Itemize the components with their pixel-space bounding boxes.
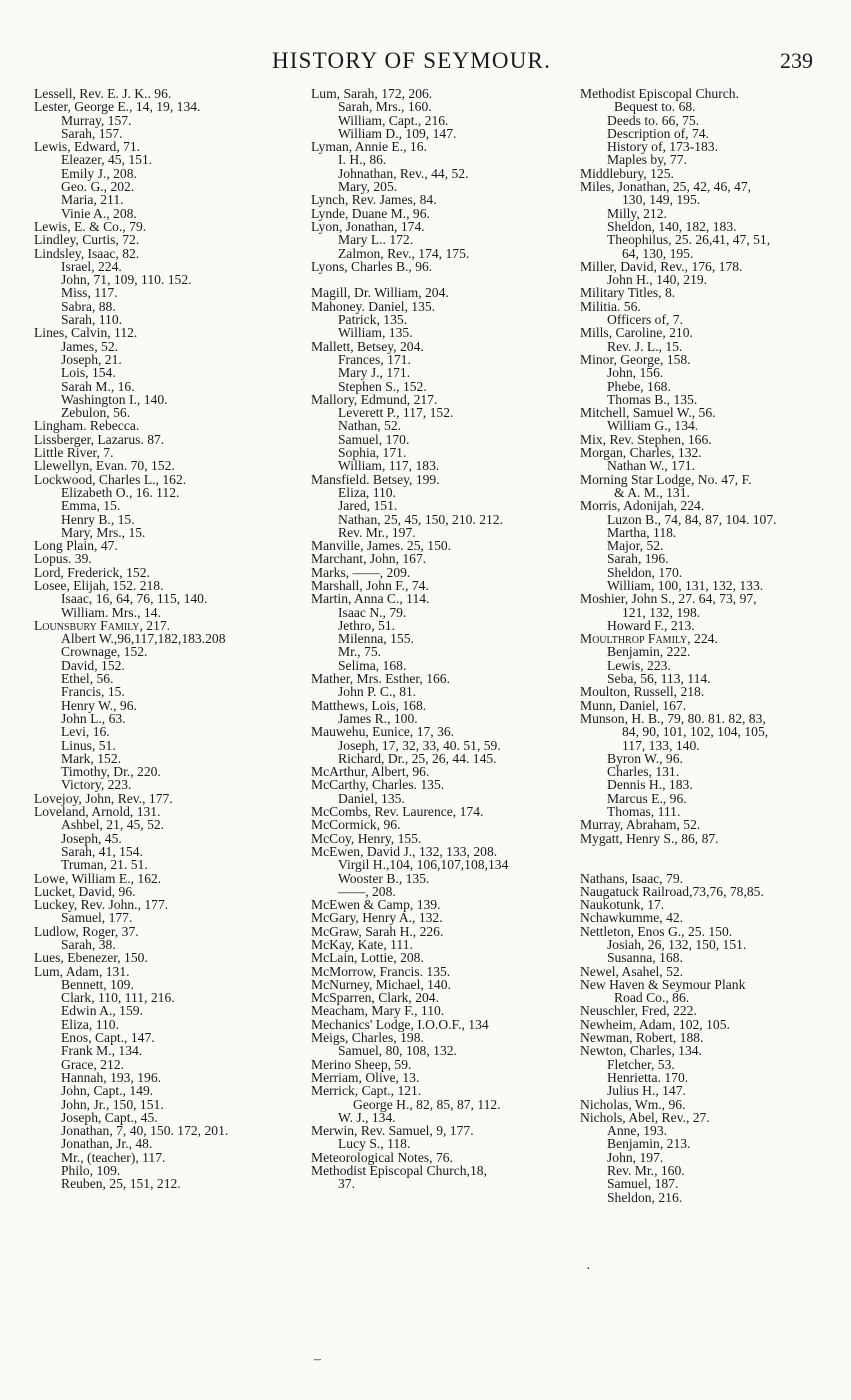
index-entry: Marshall, John F., 74. (311, 577, 429, 593)
index-entry: Lucy S., 118. (338, 1136, 411, 1152)
index-entry: McCarthy, Charles. 135. (311, 777, 445, 793)
index-entry: Lissberger, Lazarus. 87. (34, 431, 165, 447)
index-entry: Mix, Rev. Stephen, 166. (580, 431, 712, 447)
index-entry: Lessell, Rev. E. J. K.. 96. (34, 86, 172, 101)
index-entry: Washington I., 140. (61, 391, 168, 407)
index-entry: Seba, 56, 113, 114. (607, 671, 711, 687)
index-entry: Joseph, 17, 32, 33, 40. 51, 59. (338, 737, 501, 753)
index-entry: Richard, Dr., 25, 26, 44. 145. (338, 750, 497, 766)
index-entry: Johnathan, Rev., 44, 52. (338, 165, 469, 181)
index-entry: John L., 63. (61, 710, 126, 726)
index-entry: William, 135. (338, 325, 413, 341)
index-entry: Lindley, Curtis, 72. (34, 232, 140, 248)
index-entry: Philo, 109. (61, 1163, 121, 1179)
index-entry: Lopus. 39. (34, 551, 92, 567)
index-entry: Vinie A., 208. (61, 205, 137, 221)
index-entry: William, Capt., 216. (338, 112, 449, 128)
index-entry: Mallett, Betsey, 204. (311, 338, 424, 354)
index-entry: Sarah, 196. (607, 551, 669, 567)
index-entry: Munson, H. B., 79, 80. 81. 82, 83, (580, 710, 766, 726)
index-entry: Wooster B., 135. (338, 870, 430, 886)
index-entry: 117, 133, 140. (622, 737, 700, 753)
index-entry: Naugatuck Railroad,73,76, 78,85. (580, 883, 764, 899)
index-entry: Benjamin, 222. (607, 644, 691, 660)
index-entry: I. H., 86. (338, 152, 387, 168)
index-entry: Officers of, 7. (607, 312, 684, 328)
index-entry: McNurney, Michael, 140. (311, 976, 451, 992)
index-entry: Merwin, Rev. Samuel, 9, 177. (311, 1123, 474, 1139)
index-entry: Eleazer, 45, 151. (61, 152, 153, 168)
index-entry: Nathan, 52. (338, 418, 402, 434)
index-entry: Emily J., 208. (61, 165, 137, 181)
index-entry: Sarah, Mrs., 160. (338, 99, 432, 115)
index-entry: Julius H., 147. (607, 1083, 686, 1099)
index-entry: Nichols, Abel, Rev., 27. (580, 1109, 710, 1125)
index-entry: Truman, 21. 51. (61, 857, 148, 873)
index-entry: William, 117, 183. (338, 458, 440, 474)
index-entry: Moulton, Russell, 218. (580, 684, 705, 700)
index-column-3 (580, 87, 825, 1204)
index-entry: James R., 100. (338, 710, 418, 726)
index-entry: Mitchell, Samuel W., 56. (580, 405, 716, 421)
index-entry: John, Capt., 149. (61, 1083, 154, 1099)
index-entry: Eliza, 110. (338, 484, 397, 500)
index-entry: Mallory, Edmund, 217. (311, 391, 438, 407)
index-entry: Militia. 56. (580, 298, 641, 314)
index-entry: Samuel, 177. (61, 910, 133, 926)
index-entry: Nettleton, Enos G., 25. 150. (580, 923, 733, 939)
index-entry: McEwen, David J., 132, 133, 208. (311, 843, 498, 859)
page-header (0, 44, 851, 76)
index-entry: Little River, 7. (34, 445, 114, 461)
index-entry: Murray, Abraham, 52. (580, 817, 701, 833)
index-entry: William G., 134. (607, 418, 699, 434)
index-entry: Jared, 151. (338, 498, 398, 514)
index-entry: Rev. J. L., 15. (607, 338, 683, 354)
index-column-2 (311, 87, 561, 1191)
index-entry: Jonathan, Jr., 48. (61, 1136, 153, 1152)
index-entry: Methodist Episcopal Church,18, (311, 1163, 487, 1179)
index-entry: Patrick, 135. (338, 312, 408, 328)
index-entry: Martha, 118. (607, 524, 677, 540)
index-entry: William. Mrs., 14. (61, 604, 161, 620)
index-entry: Major, 52. (607, 538, 664, 554)
index-entry: Hannah, 193, 196. (61, 1069, 162, 1085)
index-entry: Leverett P., 117, 152. (338, 405, 454, 421)
index-entry: Charles, 131. (607, 764, 680, 780)
index-entry: McMorrow, Francis. 135. (311, 963, 451, 979)
index-entry: Thomas B., 135. (607, 391, 698, 407)
index-entry: Benjamin, 213. (607, 1136, 691, 1152)
index-entry: Daniel, 135. (338, 790, 405, 806)
index-entry: Levi, 16. (61, 724, 110, 740)
index-entry: & A. M., 131. (614, 484, 690, 500)
index-entry: Thomas, 111. (607, 804, 681, 820)
index-entry: W. J., 134. (338, 1109, 396, 1125)
index-entry: Lindsley, Isaac, 82. (34, 245, 140, 261)
index-entry: Ludlow, Roger, 37. (34, 923, 139, 939)
index-entry: Neuschler, Fred, 222. (580, 1003, 697, 1019)
index-entry: Nathans, Isaac, 79. (580, 870, 684, 886)
index-entry: Nathan W., 171. (607, 458, 695, 474)
index-entry: Sarah, 157. (61, 125, 123, 141)
index-entry: Newheim, Adam, 102, 105. (580, 1016, 730, 1032)
index-entry: Moshier, John S., 27. 64, 73, 97, (580, 591, 757, 607)
index-entry: Phebe, 168. (607, 378, 671, 394)
index-entry: Loveland, Arnold, 131. (34, 804, 161, 820)
index-entry: Manville, James. 25, 150. (311, 538, 452, 554)
index-entry: 121, 132, 198. (622, 604, 701, 620)
index-entry: Lord, Frederick, 152. (34, 564, 150, 580)
index-entry: Israel, 224. (61, 258, 122, 274)
index-entry: McGary, Henry A., 132. (311, 910, 443, 926)
index-entry: Reuben, 25, 151, 212. (61, 1176, 181, 1192)
index-entry: Anne, 193. (607, 1123, 668, 1139)
index-entry: Mary J., 171. (338, 365, 411, 381)
index-entry: Lewis, Edward, 71. (34, 139, 141, 155)
index-entry: Morris, Adonijah, 224. (580, 498, 705, 514)
index-entry: Maples by, 77. (607, 152, 687, 168)
index-entry: Miss, 117. (61, 285, 118, 301)
index-entry: Minor, George, 158. (580, 351, 691, 367)
index-entry: Mauwehu, Eunice, 17, 36. (311, 724, 455, 740)
index-entry: Naukotunk, 17. (580, 897, 665, 913)
index-entry: Samuel, 80, 108, 132. (338, 1043, 457, 1059)
index-entry: William D., 109, 147. (338, 125, 457, 141)
index-entry: Lucket, David, 96. (34, 883, 136, 899)
index-entry: Mark, 152. (61, 750, 122, 766)
index-entry: Mygatt, Henry S., 86, 87. (580, 830, 719, 846)
index-entry: Lum, Sarah, 172, 206. (311, 86, 433, 101)
index-entry: Munn, Daniel, 167. (580, 697, 687, 713)
index-entry: Byron W., 96. (607, 750, 683, 766)
index-entry: Martin, Anna C., 114. (311, 591, 430, 607)
index-entry: Luzon B., 74, 84, 87, 104. 107. (607, 511, 777, 527)
index-entry: Methodist Episcopal Church. (580, 86, 739, 101)
index-entry: ——, 208. (338, 883, 396, 899)
index-entry: Jethro, 51. (338, 617, 396, 633)
index-entry: Samuel, 187. (607, 1176, 679, 1192)
index-entry: Description of, 74. (607, 125, 709, 141)
index-entry: Theophilus, 25. 26,41, 47, 51, (607, 232, 771, 248)
index-entry: Morning Star Lodge, No. 47, F. (580, 471, 752, 487)
index-entry: James, 52. (61, 338, 119, 354)
index-entry: Fletcher, 53. (607, 1056, 675, 1072)
ink-mark: ‒ (314, 1352, 321, 1367)
index-entry: Marcus E., 96. (607, 790, 687, 806)
index-entry: Marks, ——, 209. (311, 564, 411, 580)
index-entry: McCoy, Henry, 155. (311, 830, 422, 846)
index-entry: Emma, 15. (61, 498, 121, 514)
index-entry: Lewis, E. & Co., 79. (34, 218, 147, 234)
index-entry: Lois, 154. (61, 365, 116, 381)
index-entry: Eliza, 110. (61, 1016, 120, 1032)
index-entry: Virgil H.,104, 106,107,108,134 (338, 857, 509, 873)
index-entry: Mary, Mrs., 15. (61, 524, 146, 540)
index-entry: Victory, 223. (61, 777, 132, 793)
index-entry: McCormick, 96. (311, 817, 401, 833)
index-entry: Frank M., 134. (61, 1043, 143, 1059)
index-entry: George H., 82, 85, 87, 112. (353, 1096, 501, 1112)
index-entry: Joseph, 45. (61, 830, 122, 846)
index-entry: 64, 130, 195. (622, 245, 694, 261)
index-entry: Sheldon, 170. (607, 564, 683, 580)
index-entry: Llewellyn, Evan. 70, 152. (34, 458, 175, 474)
index-entry: Magill, Dr. William, 204. (311, 285, 449, 301)
index-entry: Lester, George E., 14, 19, 134. (34, 99, 201, 115)
section-gap (580, 858, 825, 871)
index-entry: Sarah, 110. (61, 312, 123, 328)
index-entry: Lyman, Annie E., 16. (311, 139, 427, 155)
index-entry: Henry B., 15. (61, 511, 135, 527)
index-entry: Long Plain, 47. (34, 538, 118, 554)
index-entry: Clark, 110, 111, 216. (61, 990, 175, 1006)
index-entry: Joseph, Capt., 45. (61, 1109, 158, 1125)
index-entry: History of, 173-183. (607, 139, 719, 155)
index-entry: Milly, 212. (607, 205, 667, 221)
index-entry: Miller, David, Rev., 176, 178. (580, 258, 743, 274)
index-entry: Henry W., 96. (61, 697, 137, 713)
index-entry: Lounsbury Family, 217. (34, 617, 171, 633)
index-entry: McSparren, Clark, 204. (311, 990, 439, 1006)
index-entry: McCombs, Rev. Laurence, 174. (311, 804, 484, 820)
index-entry: John, 71, 109, 110. 152. (61, 272, 192, 288)
index-entry: Elizabeth O., 16. 112. (61, 484, 180, 500)
index-entry: Edwin A., 159. (61, 1003, 143, 1019)
section-gap (580, 845, 825, 858)
index-entry: Linus, 51. (61, 737, 116, 753)
index-entry: John H., 140, 219. (607, 272, 708, 288)
index-entry: Rev. Mr., 197. (338, 524, 416, 540)
index-entry: Newman, Robert, 188. (580, 1030, 704, 1046)
index-entry: McGraw, Sarah H., 226. (311, 923, 444, 939)
index-entry: Ashbel, 21, 45, 52. (61, 817, 165, 833)
index-entry: Crownage, 152. (61, 644, 148, 660)
index-entry: Military Titles, 8. (580, 285, 676, 301)
index-entry: Mary L.. 172. (338, 232, 414, 248)
index-entry: Susanna, 168. (607, 950, 683, 966)
index-entry: Dennis H., 183. (607, 777, 693, 793)
index-entry: Howard F., 213. (607, 617, 695, 633)
index-entry: Mary, 205. (338, 179, 398, 195)
index-entry: Marchant, John, 167. (311, 551, 427, 567)
index-entry: Sophia, 171. (338, 445, 407, 461)
index-entry: Merrick, Capt., 121. (311, 1083, 422, 1099)
index-entry: Selima, 168. (338, 657, 407, 673)
index-entry: Moulthrop Family, 224. (580, 631, 718, 647)
index-entry: Lewis, 223. (607, 657, 671, 673)
index-entry: Ethel, 56. (61, 671, 114, 687)
index-entry: Mills, Caroline, 210. (580, 325, 693, 341)
index-entry: Nchawkumme, 42. (580, 910, 684, 926)
index-entry: Samuel, 170. (338, 431, 410, 447)
index-entry: Bequest to. 68. (614, 99, 696, 115)
index-entry: Lines, Calvin, 112. (34, 325, 138, 341)
index-entry: Jonathan, 7, 40, 150. 172, 201. (61, 1123, 229, 1139)
index-entry: Nathan, 25, 45, 150, 210. 212. (338, 511, 503, 527)
index-entry: Zebulon, 56. (61, 405, 131, 421)
index-entry: Lingham. Rebecca. (34, 418, 140, 434)
index-entry: Lyon, Jonathan, 174. (311, 218, 425, 234)
index-entry: Josiah, 26, 132, 150, 151. (607, 937, 747, 952)
index-entry: Lovejoy, John, Rev., 177. (34, 790, 173, 806)
index-entry: Middlebury, 125. (580, 165, 674, 181)
ink-dot: · (586, 1262, 591, 1277)
index-entry: Losee, Elijah, 152. 218. (34, 577, 164, 593)
index-entry: Mechanics' Lodge, I.O.O.F., 134 (311, 1016, 489, 1032)
index-entry: Meteorological Notes, 76. (311, 1149, 453, 1165)
index-entry: Mather, Mrs. Esther, 166. (311, 671, 450, 687)
index-entry: John, 156. (607, 365, 664, 381)
index-entry: 130, 149, 195. (622, 192, 701, 208)
index-entry: Sarah, 41, 154. (61, 843, 143, 859)
index-entry: John, Jr., 150, 151. (61, 1096, 164, 1112)
index-entry: Newel, Asahel, 52. (580, 963, 684, 979)
index-entry: McEwen & Camp, 139. (311, 897, 441, 913)
index-entry: Lynde, Duane M., 96. (311, 205, 430, 221)
index-entry: Merino Sheep, 59. (311, 1056, 412, 1072)
index-entry: Meigs, Charles, 198. (311, 1030, 424, 1046)
page-title: HISTORY OF SEYMOUR. (272, 48, 552, 73)
index-entry: 37. (338, 1176, 355, 1192)
index-entry: Rev. Mr., 160. (607, 1163, 685, 1179)
index-entry: McArthur, Albert, 96. (311, 764, 430, 780)
index-entry: Lockwood, Charles L., 162. (34, 471, 187, 487)
index-entry: Henrietta. 170. (607, 1069, 689, 1085)
index-entry: Miles, Jonathan, 25, 42, 46, 47, (580, 179, 752, 195)
index-entry: Luckey, Rev. John., 177. (34, 897, 169, 913)
index-entry: 84, 90, 101, 102, 104, 105, (622, 724, 769, 740)
index-entry: David, 152. (61, 657, 125, 673)
index-entry: Milenna, 155. (338, 631, 414, 647)
index-entry: Albert W.,96,117,182,183.208 (61, 631, 226, 647)
index-entry: Francis, 15. (61, 684, 125, 700)
index-entry: William, 100, 131, 132, 133. (607, 577, 764, 593)
index-entry: Joseph, 21. (61, 351, 122, 367)
index-entry: John P. C., 81. (338, 684, 417, 700)
index-entry: Lynch, Rev. James, 84. (311, 192, 437, 208)
index-entry: Mr., (teacher), 117. (61, 1149, 166, 1165)
index-entry: McKay, Kate, 111. (311, 937, 413, 952)
index-entry: Nicholas, Wm., 96. (580, 1096, 686, 1112)
index-column-1 (34, 87, 296, 1191)
index-entry: New Haven & Seymour Plank (580, 976, 746, 992)
index-entry: Grace, 212. (61, 1056, 125, 1072)
index-entry: Mahoney. Daniel, 135. (311, 298, 436, 314)
index-entry: Murray, 157. (61, 112, 132, 128)
index-entry: Enos, Capt., 147. (61, 1030, 155, 1046)
index-entry: John, 197. (607, 1149, 664, 1165)
index-entry: Sabra, 88. (61, 298, 116, 314)
index-entry: Zalmon, Rev., 174, 175. (338, 245, 470, 261)
index-entry: Frances, 171. (338, 351, 411, 367)
index-entry: Mr., 75. (338, 644, 382, 660)
index-entry: Stephen S., 152. (338, 378, 427, 394)
index-entry: Lyons, Charles B., 96. (311, 258, 433, 274)
index-entry: Sheldon, 140, 182, 183. (607, 218, 737, 234)
index-entry: Sarah M., 16. (61, 378, 135, 394)
index-entry: Merriam, Olive, 13. (311, 1069, 420, 1085)
index-entry: Morgan, Charles, 132. (580, 445, 702, 461)
index-entry: Deeds to. 66, 75. (607, 112, 700, 128)
index-entry: Lowe, William E., 162. (34, 870, 162, 886)
index-entry: Isaac N., 79. (338, 604, 407, 620)
index-entry: Lum, Adam, 131. (34, 963, 130, 979)
index-entry: Bennett, 109. (61, 976, 134, 992)
index-entry: Sarah, 38. (61, 937, 116, 952)
index-entry: Meacham, Mary F., 110. (311, 1003, 445, 1019)
index-entry: Road Co., 86. (614, 990, 690, 1006)
index-entry: Sheldon, 216. (607, 1189, 683, 1205)
section-gap (311, 273, 561, 286)
index-entry: Mansfield. Betsey, 199. (311, 471, 440, 487)
index-entry: Lues, Ebenezer, 150. (34, 950, 148, 966)
page-number: 239 (780, 48, 813, 73)
index-entry: Geo. G., 202. (61, 179, 135, 195)
index-entry: Newton, Charles, 134. (580, 1043, 702, 1059)
index-entry: Matthews, Lois, 168. (311, 697, 427, 713)
index-entry: Timothy, Dr., 220. (61, 764, 161, 780)
index-entry: McLain, Lottie, 208. (311, 950, 424, 966)
index-entry: Maria, 211. (61, 192, 124, 208)
index-entry: Isaac, 16, 64, 76, 115, 140. (61, 591, 208, 607)
